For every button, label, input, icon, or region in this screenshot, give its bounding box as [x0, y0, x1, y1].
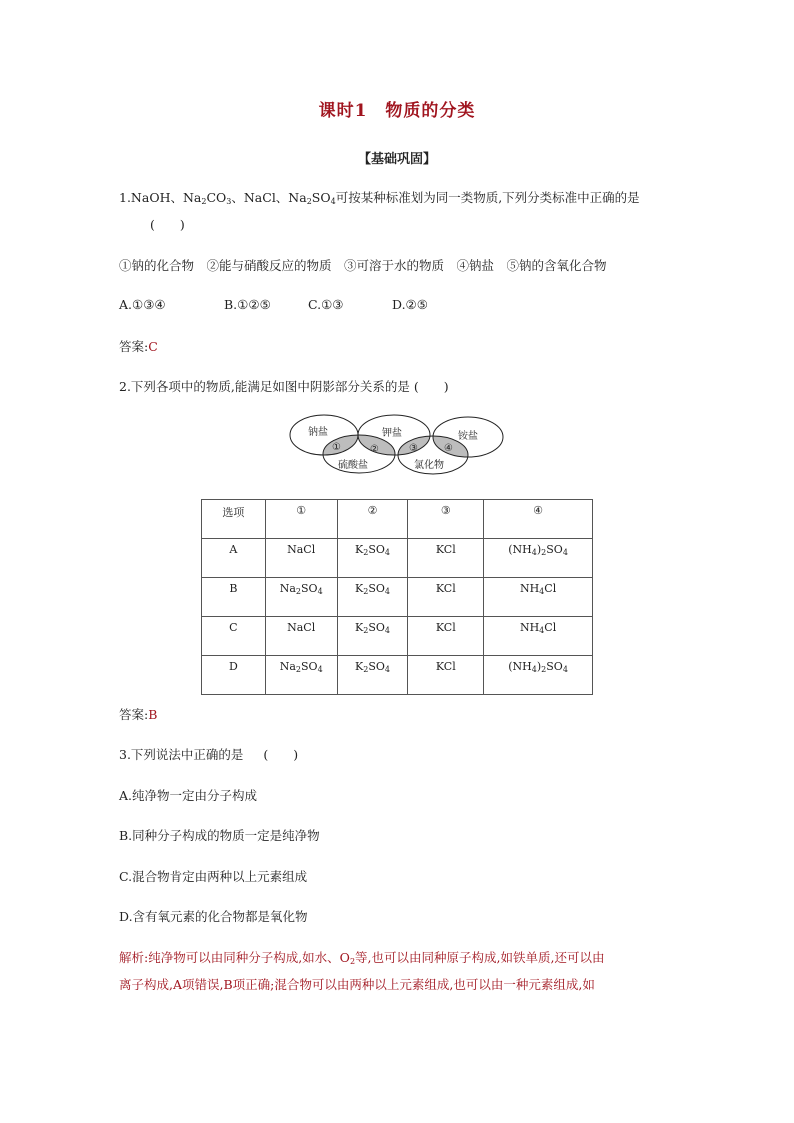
table-cell: $Na_2SO_4$: [265, 656, 337, 695]
table-cell: B: [202, 578, 266, 617]
table-cell: $Na_2SO_4$: [265, 578, 337, 617]
q1-stem: 1.NaOH、$Na_2CO_3$、NaCl、$Na_2SO_4$可按某种标准划为同一类物质,下列分类标准中正确的是: [119, 190, 640, 206]
table-row: [202, 617, 593, 656]
table-cell: NaCl: [265, 539, 337, 578]
table-header-cell: ②: [337, 500, 408, 539]
table-cell: C: [202, 617, 266, 656]
table-cell: $K_2SO_4$: [337, 617, 408, 656]
q1-option-d: D.②⑤: [392, 297, 428, 312]
q1-blank: ( ): [150, 217, 185, 232]
label-region-3: ③: [409, 443, 418, 454]
options-table: [201, 499, 593, 695]
q1-option-b: B.①②⑤: [224, 297, 271, 312]
table-cell: $NH_4Cl$: [484, 578, 593, 617]
table-header-row: [202, 500, 593, 539]
table-header-cell: 选项: [202, 500, 266, 539]
q1-answer: 答案:C: [119, 339, 158, 354]
label-region-2: ②: [370, 444, 379, 455]
table-header-cell: ①: [265, 500, 337, 539]
q2-answer: 答案:B: [119, 707, 158, 722]
q3-option-b: B.同种分子构成的物质一定是纯净物: [119, 828, 320, 843]
table-row: [202, 539, 593, 578]
label-region-4: ④: [444, 443, 453, 454]
section-heading: 【基础巩固】: [357, 152, 436, 167]
q3-option-d: D.含有氧元素的化合物都是氧化物: [119, 909, 308, 924]
table-cell: $(NH_4)_2SO_4$: [484, 656, 593, 695]
page-title: 课时1 物质的分类: [318, 101, 476, 121]
label-region-1: ①: [332, 442, 341, 453]
table-cell: A: [202, 539, 266, 578]
label-ammonium-salt: 铵盐: [458, 431, 478, 442]
table-cell: $(NH_4)_2SO_4$: [484, 539, 593, 578]
table-cell: KCl: [408, 539, 484, 578]
venn-diagram: [286, 410, 508, 476]
table-cell: NaCl: [265, 617, 337, 656]
table-cell: KCl: [408, 578, 484, 617]
table-cell: $K_2SO_4$: [337, 539, 408, 578]
table-cell: D: [202, 656, 266, 695]
table-cell: KCl: [408, 617, 484, 656]
q3-option-c: C.混合物肯定由两种以上元素组成: [119, 869, 308, 884]
q3-stem: 3.下列说法中正确的是 ( ): [119, 747, 299, 762]
label-sodium-salt: 钠盐: [308, 427, 328, 438]
q1-option-c: C.①③: [308, 297, 344, 312]
q1-option-a: A.①③④: [119, 297, 166, 312]
q3-analysis-line-2: 离子构成,A项错误,B项正确;混合物可以由两种以上元素组成,也可以由一种元素组成,如: [119, 977, 595, 992]
table-row: [202, 656, 593, 695]
label-sulfate: 硫酸盐: [338, 460, 368, 471]
table-cell: $K_2SO_4$: [337, 656, 408, 695]
q3-option-a: A.纯净物一定由分子构成: [119, 788, 258, 803]
table-header-cell: ③: [408, 500, 484, 539]
table-row: [202, 578, 593, 617]
label-potassium-salt: 钾盐: [382, 428, 402, 439]
q3-analysis-line-1: 解析:纯净物可以由同种分子构成,如水、$O_2$等,也可以由同种原子构成,如铁单质,还可以由: [119, 950, 605, 966]
q2-stem: 2.下列各项中的物质,能满足如图中阴影部分关系的是 ( ): [119, 379, 449, 394]
table-cell: KCl: [408, 656, 484, 695]
q1-criteria: ①钠的化合物 ②能与硝酸反应的物质 ③可溶于水的物质 ④钠盐 ⑤钠的含氧化合物: [119, 258, 607, 273]
table-header-cell: ④: [484, 500, 593, 539]
table-cell: $K_2SO_4$: [337, 578, 408, 617]
table-cell: $NH_4Cl$: [484, 617, 593, 656]
label-chloride: 氯化物: [414, 460, 444, 471]
